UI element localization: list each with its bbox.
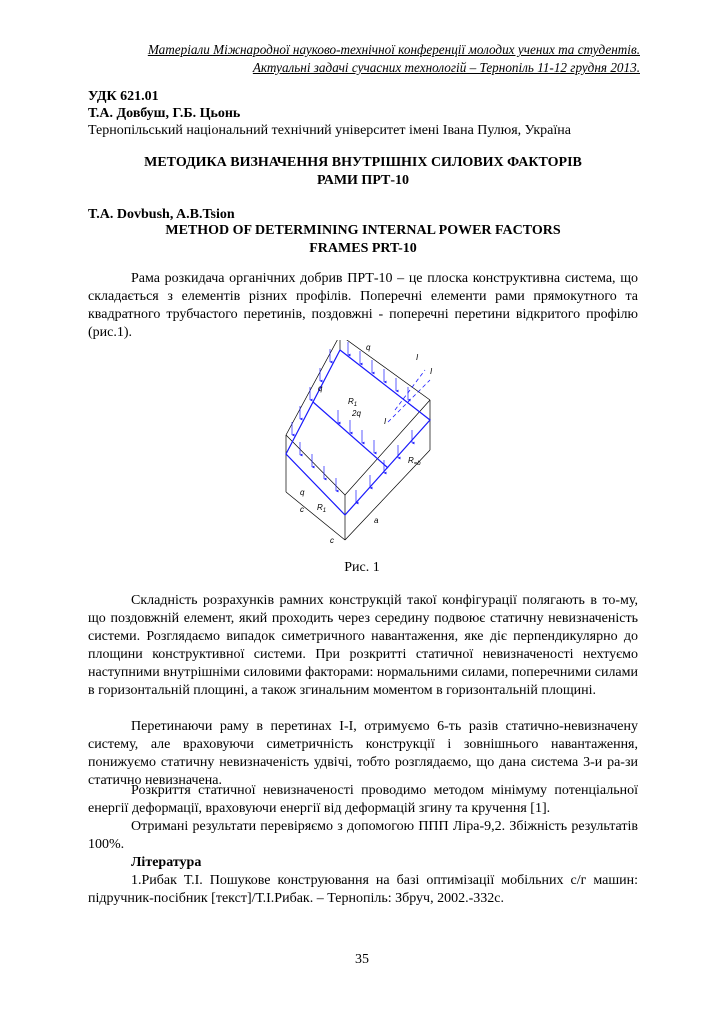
label-c2: c [330, 536, 334, 545]
references-heading: Література [131, 855, 202, 870]
label-section-3: I [384, 417, 387, 426]
section-dashes [388, 370, 430, 422]
label-r1-front: $R_1$ [317, 503, 327, 514]
label-section-1: I [416, 353, 419, 362]
label-q-top: q [366, 343, 371, 352]
title-en-line2: FRAMES PRT-10 [309, 241, 417, 256]
authors-en: T.A. Dovbush, A.B.Tsion [88, 207, 235, 222]
title-ua-line1: МЕТОДИКА ВИЗНАЧЕННЯ ВНУТРІШНІХ СИЛОВИХ ФАКТОРІВ [144, 155, 582, 170]
label-section-2: I [430, 367, 433, 376]
label-c1: c [300, 505, 304, 514]
affiliation: Тернопільський національний технічний університет імені Івана Пулюя, Україна [88, 123, 571, 138]
label-q-left: q [318, 384, 323, 393]
label-r-right: $R_{=b}$ [408, 456, 421, 467]
figure-caption: Рис. 1 [344, 560, 380, 575]
title-ua [88, 154, 638, 190]
body-paragraph-4: Отримані результати перевіряємо з допомогою ППП Ліра-9,2. Збіжність результатів 100%. [88, 819, 638, 852]
body-paragraph-3: Розкриття статичної невизначеності проводимо методом мінімуму потенціальної енергії деформації, враховуючи енергії від деформацій згину та кручення [1]. [88, 783, 638, 816]
page-number: 35 [355, 952, 369, 967]
reference-item: 1.Рибак Т.І. Пошукове конструювання на базі оптимізації мобільних с/г машин: підручник-посібник [текст]/Т.І.Рибак. – Тернопіль: Збруч, 2002.-332с. [88, 873, 638, 906]
frame-blue-lines [286, 350, 430, 515]
title-en [88, 222, 638, 258]
conference-header-line2: Актуальні задачі сучасних технологій – Тернопіль 11-12 грудня 2013. [252, 60, 640, 75]
conference-header-line1: Матеріали Міжнародної науково-технічної конференції молодих учених та студентів. [147, 42, 640, 57]
label-2q: 2q [352, 409, 361, 418]
udk-code: УДК 621.01 [88, 89, 159, 104]
authors-ua: Т.А. Довбуш, Г.Б. Цьонь [88, 106, 241, 121]
frame-outline [286, 340, 430, 540]
label-q-front: q [300, 488, 305, 497]
intro-paragraph: Рама розкидача органічних добрив ПРТ-10 – це плоска конструктивна система, що складається з елементів різних профілів. Поперечні елементи рами прямокутного та квадратного трубчастого перетинів, поздовжні - поперечні перетини відкритого профілю (рис.1). [88, 271, 638, 340]
title-ua-line2: РАМИ ПРТ-10 [316, 173, 410, 188]
title-en-line1: METHOD OF DETERMINING INTERNAL POWER FACTORS [165, 223, 561, 238]
label-a: a [374, 516, 379, 525]
label-r1-top: $R_1$ [348, 397, 358, 408]
frame-diagram [270, 340, 450, 560]
body-paragraph-1: Складність розрахунків рамних конструкцій такої конфігурації полягають в то-му, що поздовжній елемент, який проходить через середину подвоює статичну невизначеність системи. Розглядаємо випадок симетричного навантаження, яке діє перпендикулярно до площини конструктивної системи. При розкритті статичної невизначеності нехтуємо наступними внутрішніми силовими факторами: нормальними силами, поперечними силами в горизонтальній площині, а також згинальним моментом в горизонтальній площині. [88, 593, 638, 698]
body-paragraph-2: Перетинаючи раму в перетинах I-I, отримуємо 6-ть разів статично-невизначену систему, але враховуючи симетричність конструкції і зовнішнього навантаження, понижуємо статичну невизначеність удвічі, тобто розглядаємо, що дана система 3-и ра-зи статично невизначена. [88, 719, 638, 788]
frame-diagram-figure [270, 340, 450, 560]
